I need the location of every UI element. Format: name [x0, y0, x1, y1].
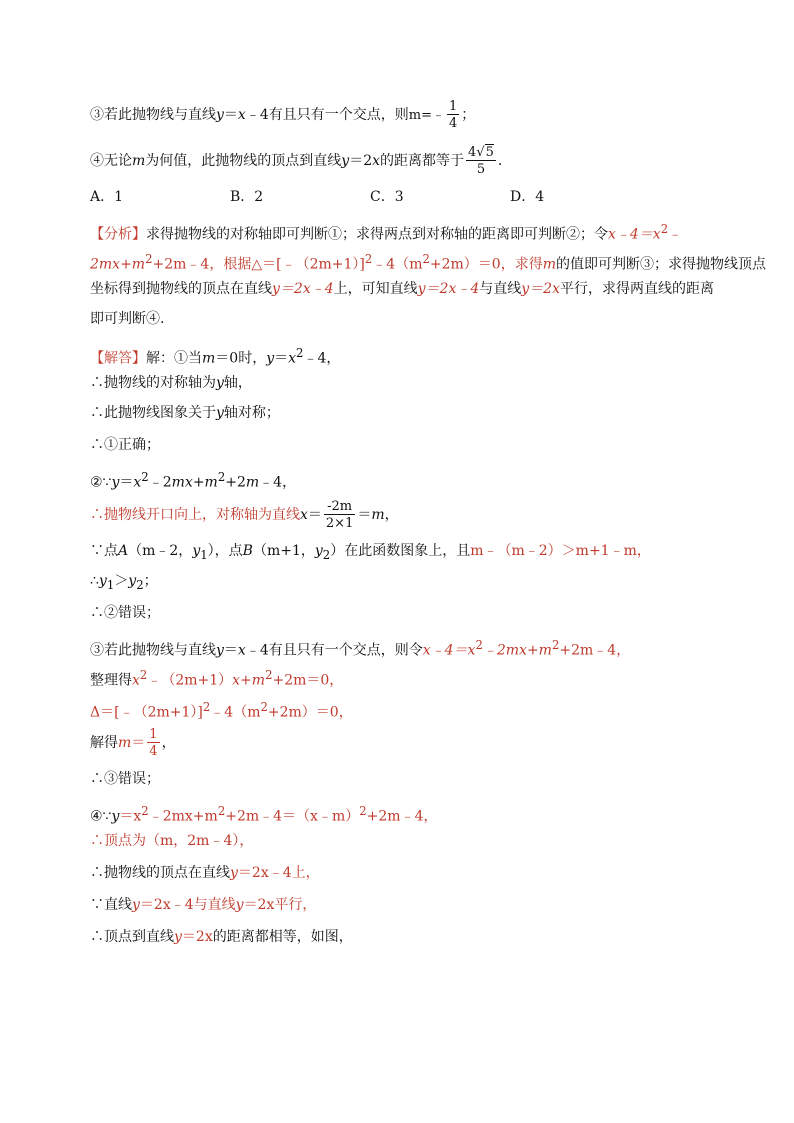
solution-line-13: 解得m＝ $\frac{1}{4}$ ，	[90, 727, 176, 759]
solution-line-18: ∵直线y＝2x﹣4与直线y＝2x平行，	[90, 897, 317, 913]
solution-line-16: ∴顶点为（m，2m﹣4），	[90, 833, 254, 849]
var-x: x	[237, 107, 246, 123]
text: ③若此抛物线与直线	[90, 107, 216, 123]
solution-line-15: $④\because y=x^2﹣2mx+m^2+2m﹣4=(x﹣m)^2+2m﹣4$，	[90, 804, 438, 825]
statement-3	[90, 100, 730, 130]
solution-line-3: ∴此抛物线图象关于y轴对称；	[90, 405, 280, 421]
option-a: A．1	[90, 189, 124, 205]
solution-line-6: ∴抛物线开口向上，对称轴为直线x＝ $\frac{-2m}{2\times 1}$ ＝m，	[90, 499, 399, 531]
fraction: $\frac{1}{4}$	[149, 727, 158, 759]
solution-line-14: ∴③错误；	[90, 771, 160, 787]
solution-line-12: $\Delta=[﹣(2m+1)]^2﹣4(m^2+2m)=0$，	[90, 700, 353, 721]
text: ＝	[223, 107, 238, 123]
solution-line-9: ∴②错误；	[90, 605, 160, 621]
fraction: $\frac{-2m}{2\times 1}$	[325, 499, 354, 531]
text: ﹣4有且只有一个交点，则	[245, 107, 409, 123]
solution-line-8: $\therefore y_1>y_2$；	[90, 573, 158, 592]
solution-line-1: 【解答】解：①当m＝0时，$y=x^2﹣4$，	[90, 346, 341, 367]
solution-line-17: ∴抛物线的顶点在直线y＝2x﹣4上，	[90, 865, 320, 881]
solution-line-5: $②\because y=x^2﹣2mx+m^2+2m﹣4$，	[90, 470, 297, 491]
var-y: y	[216, 107, 224, 123]
fraction: $\frac{4√5}{5}$	[468, 145, 494, 177]
analysis-line-3: 坐标得到抛物线的顶点在直线y＝2x﹣4上，可知直线y＝2x﹣4与直线y＝2x平行，求得两直线的距离	[90, 281, 714, 297]
text: ；	[461, 107, 476, 123]
solution-line-2: ∴抛物线的对称轴为y轴，	[90, 375, 252, 391]
option-b: B．2	[230, 189, 264, 205]
solution-line-4: ∴①正确；	[90, 437, 160, 453]
text: m=﹣	[408, 108, 445, 123]
solution-line-19: ∴顶点到直线y＝2x的距离都相等，如图，	[90, 929, 353, 945]
solution-line-10: ③若此抛物线与直线y＝x﹣4有且只有一个交点，则令$x﹣4=x^2﹣2mx+m^2+2m﹣4$，	[90, 638, 631, 659]
option-c: C．3	[370, 189, 404, 205]
solution-line-11: 整理得$x^2﹣(2m+1)x+m^2+2m=0$，	[90, 668, 344, 689]
statement-4: ④无论m为何值，此抛物线的顶点到直线y＝2x的距离都等于 $\frac{4√5}{5}$ .	[90, 145, 503, 177]
option-d: D．4	[510, 189, 545, 205]
analysis-line-2: $2mx+m^2+2m﹣4$，根据$\triangle=[﹣(2m+1)]^2﹣4(m^2+2m)=0$，求得m的值即可判断③；求得抛物线顶点	[90, 252, 766, 273]
analysis-line-1: 【分析】求得抛物线的对称轴即可判断①；求得两点到对称轴的距离即可判断②；令$x﹣4=x^2﹣$	[90, 222, 683, 243]
answer-options	[90, 186, 730, 208]
solution-line-7: ∵点A（m﹣2，$y_1$），点B（m+1，$y_2$）在此函数图象上，且m﹣（m﹣2）＞m+1﹣m，	[90, 543, 651, 562]
analysis-line-4: 即可判断④.	[90, 311, 165, 327]
fraction: $\frac{1}{4}$	[448, 99, 458, 131]
